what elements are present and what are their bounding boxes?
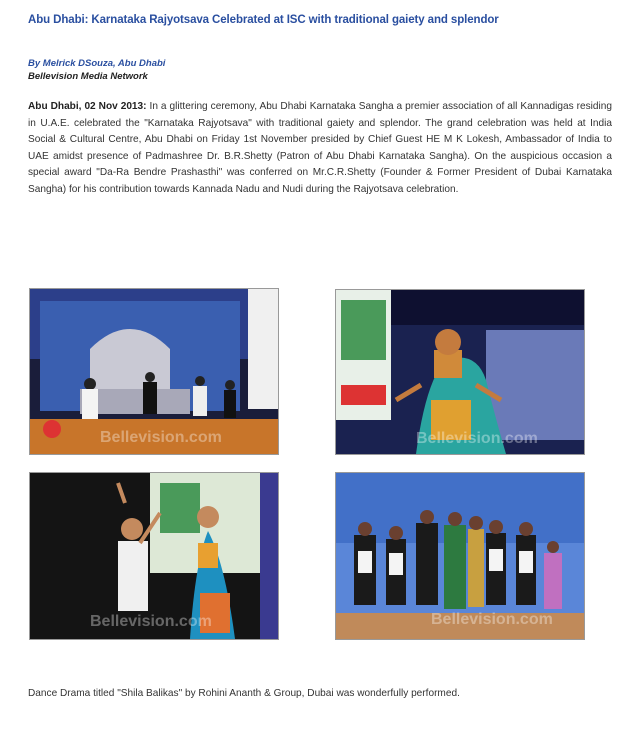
article-body bbox=[28, 99, 612, 199]
photo-stage-dancers bbox=[29, 288, 279, 455]
photo-caption: Dance Drama titled "Shila Balikas" by Rohini Ananth & Group, Dubai was wonderfully performed. bbox=[28, 688, 460, 699]
photo-bharatanatyam-dancer bbox=[335, 289, 585, 455]
photo-watermark: Bellevision.com bbox=[431, 611, 553, 628]
media-network: Bellevision Media Network bbox=[28, 71, 148, 82]
article-headline: Abu Dhabi: Karnataka Rajyotsava Celebrated at ISC with traditional gaiety and splendor bbox=[28, 14, 499, 26]
article-paragraph: In a glittering ceremony, Abu Dhabi Karnataka Sangha a premier association of all Kannadigas residing in U.A.E. celebrated the "Karnataka Rajyotsava" with traditional gaiety and splendor. The grand celebration was held at India Social & Cultural Centre, Abu Dhabi on Friday 1st November presided by Chief Guest HE M K Lokesh, Ambassador of India to UAE amidst presence of Padmashree Dr. B.R.Shetty (Patron of Abu Dhabi Karnataka Sangha). On the auspicious occasion a special award "Da-Ra Bendre Prashasthi" was conferred on Mr.C.R.Shetty (Founder & Former President of Dubai Karnataka Sangha) for his contribution towards Kannada Nadu and Nudi during the Rajyotsava celebration. bbox=[28, 101, 612, 195]
photo-duet-dancers bbox=[29, 472, 279, 640]
photo-watermark: Bellevision.com bbox=[90, 613, 212, 630]
photo-watermark: Bellevision.com bbox=[100, 429, 222, 446]
photo-watermark: Bellevision.com bbox=[416, 430, 538, 447]
photo-group-portrait bbox=[335, 472, 585, 640]
author-name: By Melrick DSouza, Abu Dhabi bbox=[28, 58, 166, 69]
dateline: Abu Dhabi, 02 Nov 2013: bbox=[28, 101, 147, 112]
byline bbox=[28, 57, 165, 83]
